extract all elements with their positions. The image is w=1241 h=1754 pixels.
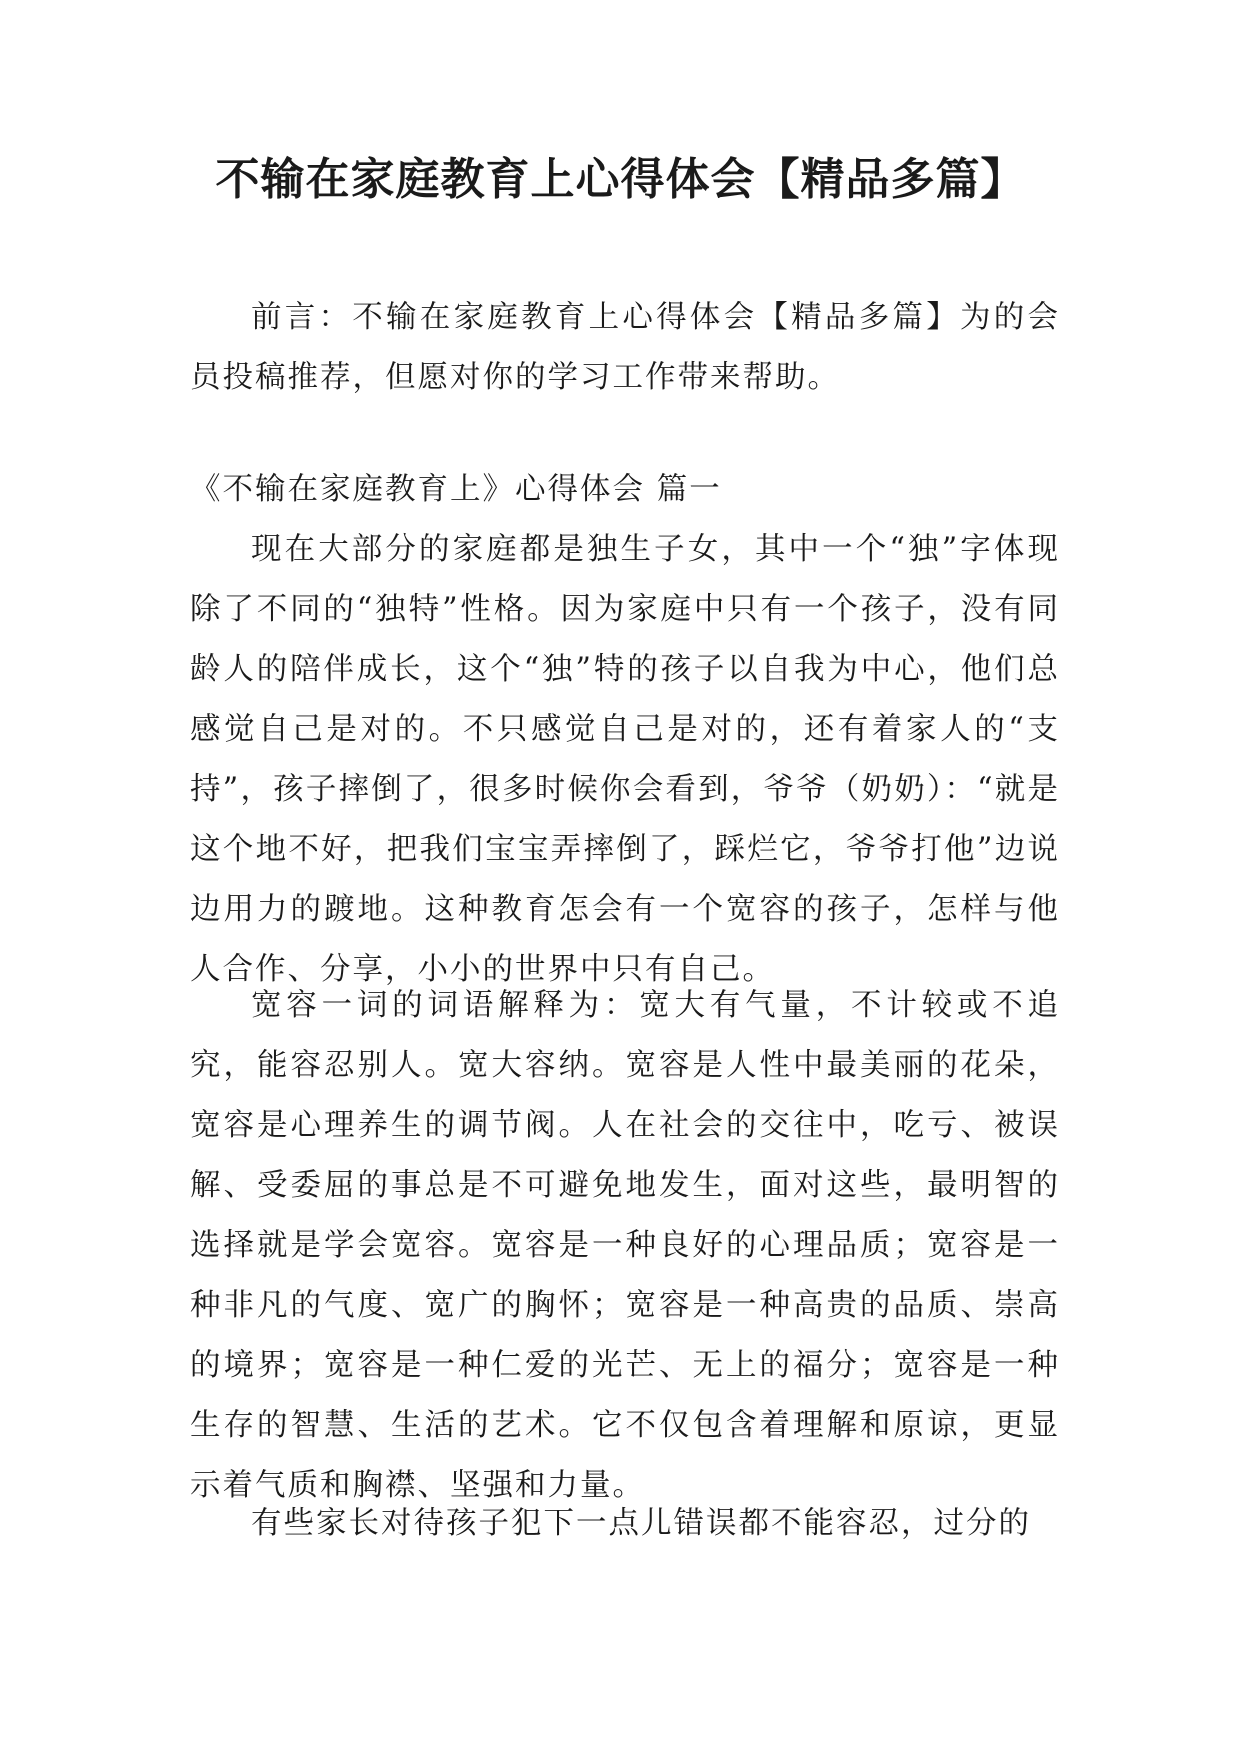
document-title: 不输在家庭教育上心得体会【精品多篇】 [215,154,1026,205]
preface-paragraph: 前言：不输在家庭教育上心得体会【精品多篇】为的会员投稿推荐，但愿对你的学习工作带来帮助。 [190,300,1060,395]
body-paragraph: 有些家长对待孩子犯下一点儿错误都不能容忍，过分的 [251,1506,1031,1541]
body-paragraph: 宽容一词的词语解释为：宽大有气量，不计较或不追究，能容忍别人。宽大容纳。宽容是人性中最美丽的花朵，宽容是心理养生的调节阀。人在社会的交往中，吃亏、被误解、受委屈的事总是不可避免地发生，面对这些，最明智的选择就是学会宽容。宽容是一种良好的心理品质；宽容是一种非凡的气度、宽广的胸怀；宽容是一种高贵的品质、崇高的境界；宽容是一种仁爱的光芒、无上的福分；宽容是一种生存的智慧、生活的艺术。它不仅包含着理解和原谅，更显示着气质和胸襟、坚强和力量。 [190,988,1060,1503]
section-heading: 《不输在家庭教育上》心得体会 篇一 [190,472,722,507]
body-paragraph: 现在大部分的家庭都是独生子女，其中一个“独”字体现除了不同的“独特”性格。因为家庭中只有一个孩子，没有同龄人的陪伴成长，这个“独”特的孩子以自我为中心，他们总感觉自己是对的。不只感觉自己是对的，还有着家人的“支持”，孩子摔倒了，很多时候你会看到，爷爷（奶奶）：“就是这个地不好，把我们宝宝弄摔倒了，踩烂它，爷爷打他”边说边用力的踱地。这种教育怎会有一个宽容的孩子，怎样与他人合作、分享，小小的世界中只有自己。 [190,532,1060,987]
